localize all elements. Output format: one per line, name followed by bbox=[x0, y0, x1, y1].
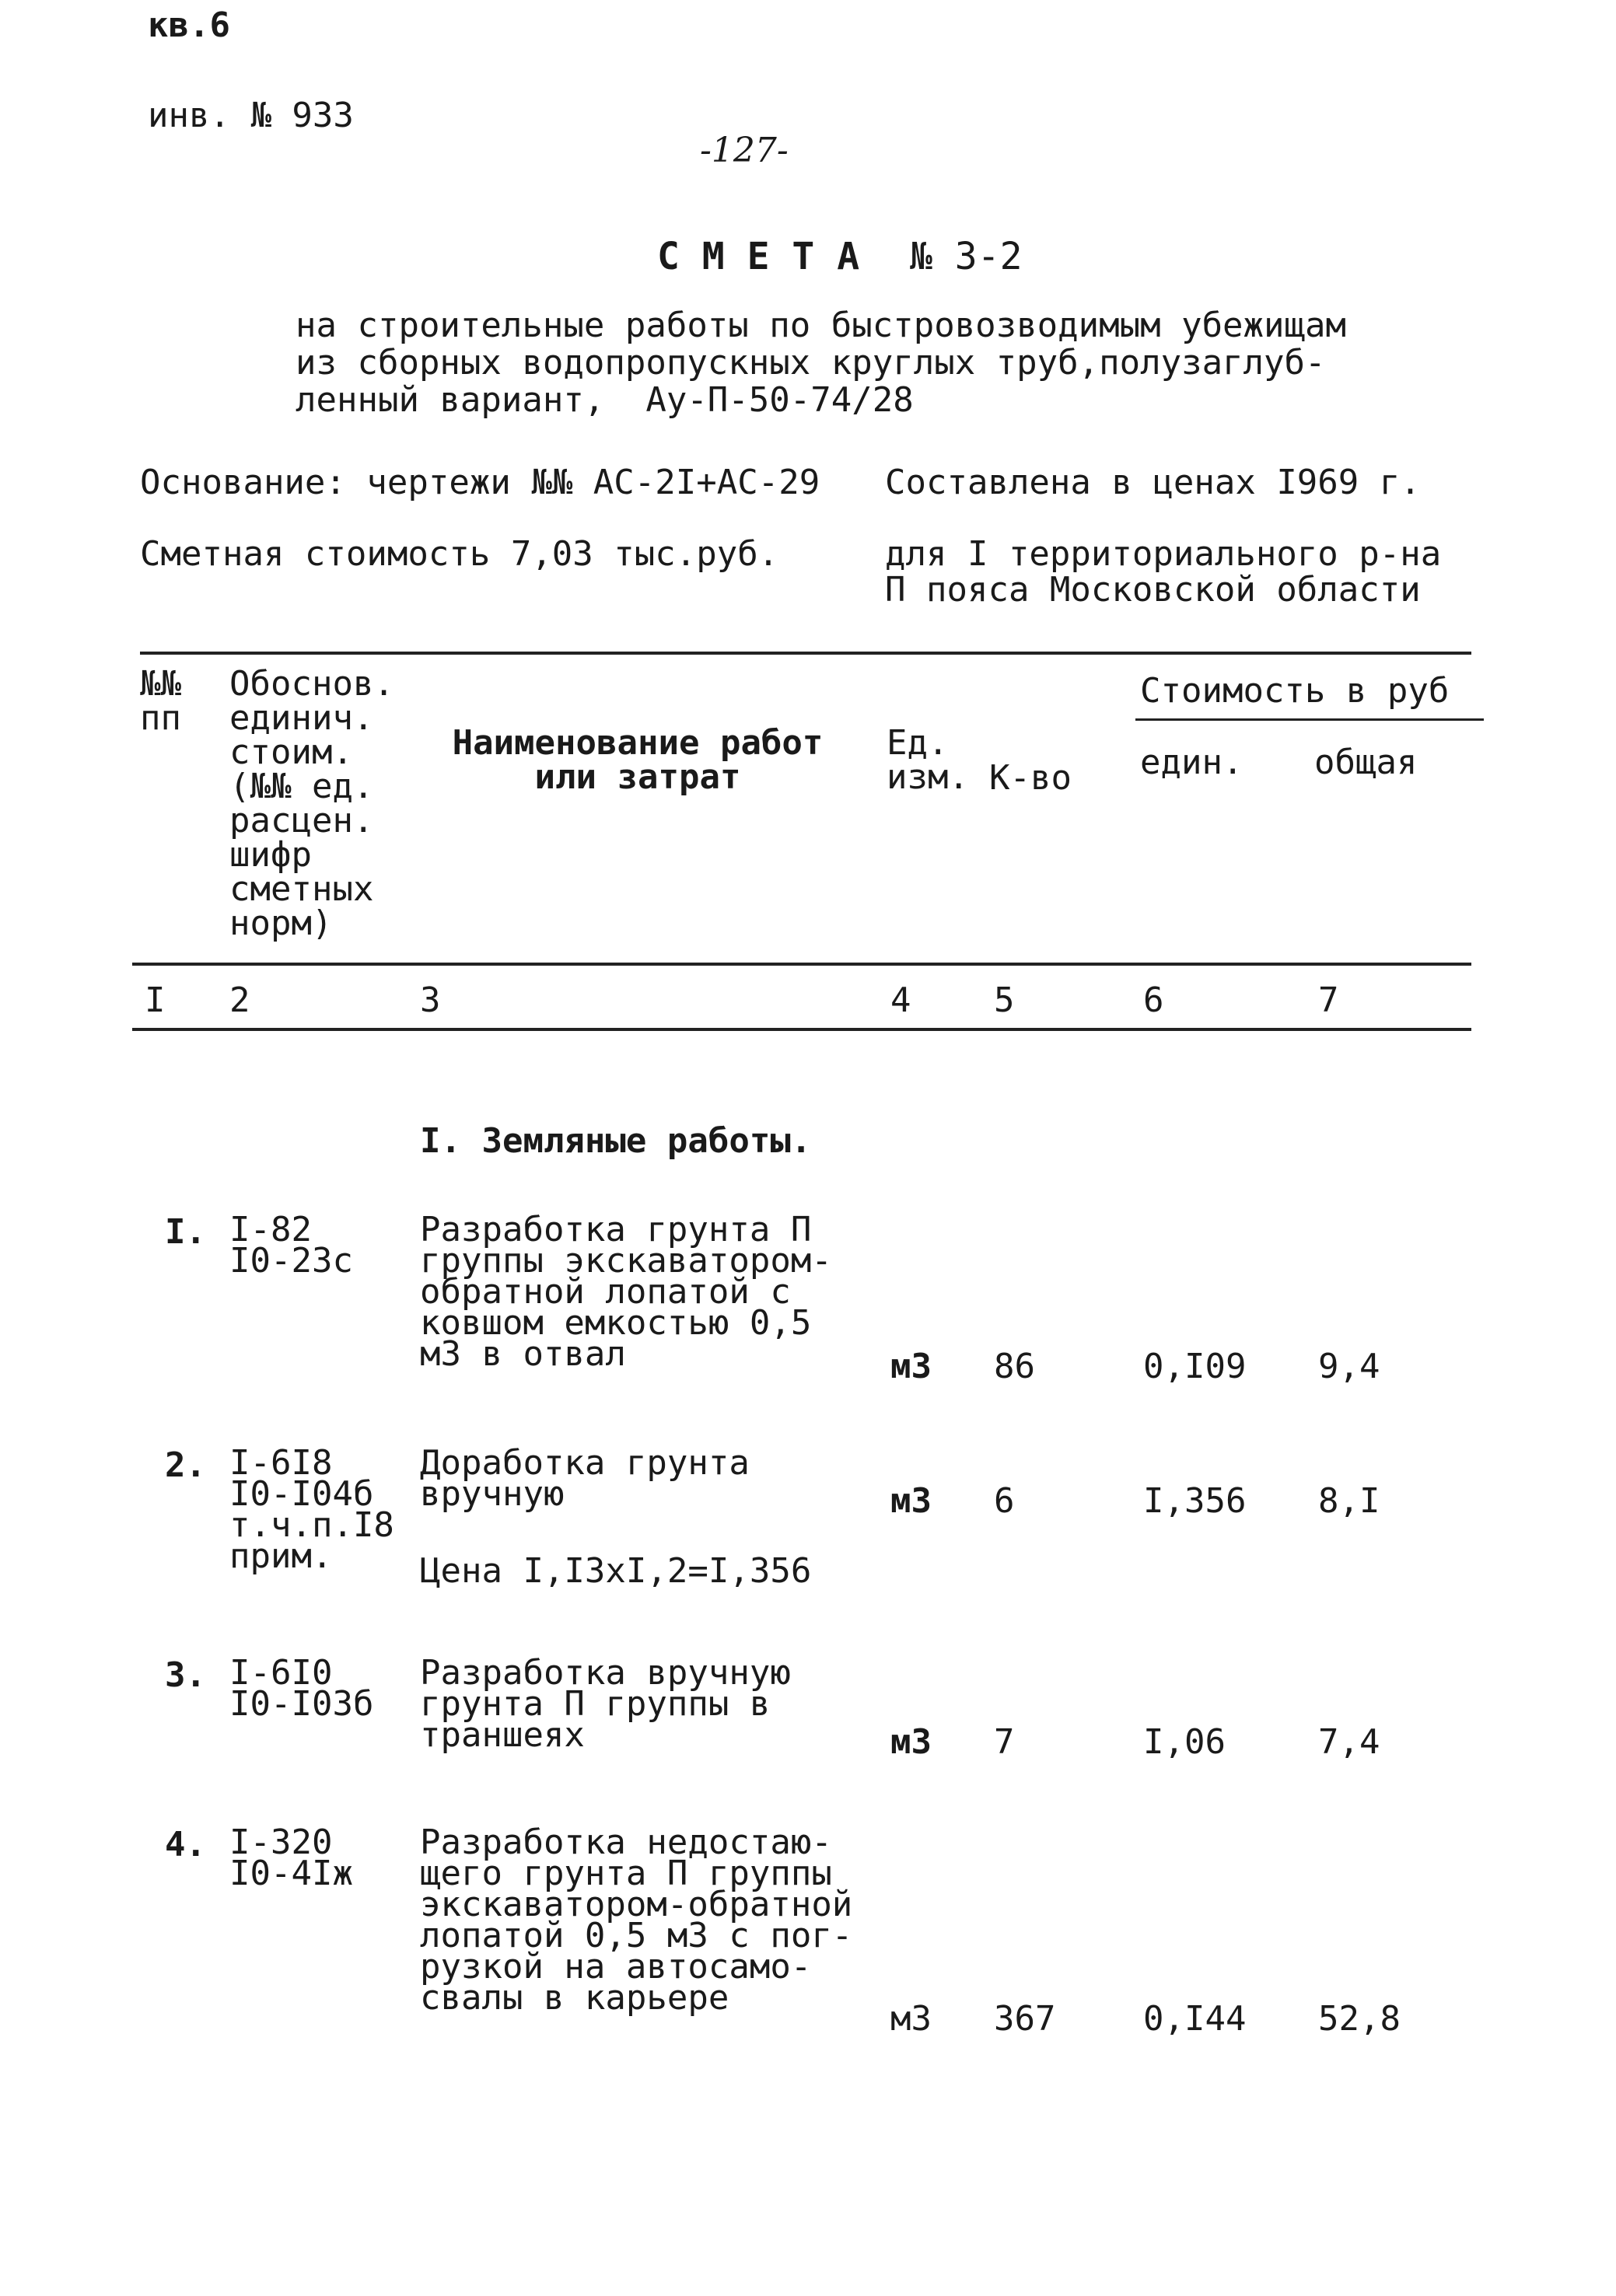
row-name-line: траншеях bbox=[420, 1715, 585, 1755]
row-code-line: I0-I03б bbox=[229, 1684, 374, 1724]
col-number: 6 bbox=[1143, 980, 1164, 1020]
row-qty: 86 bbox=[994, 1347, 1035, 1386]
col-header-basis-line: шифр bbox=[229, 835, 312, 875]
row-code-line: I-82 bbox=[229, 1210, 312, 1249]
row-code-line: I0-23с bbox=[229, 1241, 353, 1281]
row-number: I. bbox=[165, 1212, 206, 1252]
col-header-cost-group: Стоимость в руб bbox=[1140, 671, 1450, 711]
col-header-basis bbox=[229, 664, 394, 943]
row-name-line: рузкой на автосамо- bbox=[420, 1947, 812, 1987]
row-code bbox=[229, 1443, 394, 1576]
row-code-line: т.ч.п.I8 bbox=[229, 1505, 394, 1545]
col-number: 4 bbox=[890, 980, 911, 1020]
cost-group-rule bbox=[1135, 718, 1484, 721]
row-name-line: экскаватором-обратной bbox=[420, 1885, 853, 1924]
row-name-line: щего грунта П группы bbox=[420, 1854, 832, 1893]
col-header-unit-line: Ед. bbox=[887, 723, 949, 763]
row-number: 2. bbox=[165, 1445, 206, 1485]
row-code-line: I0-4Iж bbox=[229, 1854, 353, 1893]
col-header-unit-price: един. bbox=[1140, 743, 1243, 782]
row-total: 7,4 bbox=[1318, 1722, 1380, 1762]
col-header-name-line: Наименование работ bbox=[452, 723, 824, 763]
inventory-number: инв. № 933 bbox=[148, 96, 354, 135]
row-code-line: I-6I8 bbox=[229, 1443, 333, 1483]
col-header-name bbox=[435, 723, 840, 797]
row-name bbox=[420, 1210, 832, 1374]
document-title: С М Е Т А bbox=[657, 235, 860, 278]
header-bottom-rule bbox=[132, 963, 1471, 966]
row-qty: 7 bbox=[994, 1722, 1015, 1762]
row-unit: м3 bbox=[890, 1347, 932, 1386]
row-name-line: Разработка вручную bbox=[420, 1653, 791, 1693]
row-code bbox=[229, 1210, 353, 1281]
row-total: 9,4 bbox=[1318, 1347, 1380, 1386]
row-qty: 367 bbox=[994, 1999, 1056, 2039]
subtitle-line: ленный вариант, Ау-П-50-74/28 bbox=[296, 380, 914, 420]
basis-text: Основание: чертежи №№ АС-2I+АС-29 bbox=[140, 463, 820, 502]
row-name-line: обратной лопатой с bbox=[420, 1272, 791, 1312]
row-name bbox=[420, 1822, 853, 2018]
page-number: -127- bbox=[700, 131, 789, 170]
col-header-num bbox=[140, 664, 181, 738]
subtitle-line: на строительные работы по быстровозводимым убежищам bbox=[296, 306, 1347, 345]
row-unit: м3 bbox=[890, 1481, 932, 1521]
row-note: Цена I,I3хI,2=I,356 bbox=[420, 1551, 812, 1591]
price-year-text: Составлена в ценах I969 г. bbox=[885, 463, 1421, 502]
col-number: 2 bbox=[229, 980, 250, 1020]
col-header-total: общая bbox=[1314, 743, 1418, 782]
row-name bbox=[420, 1443, 750, 1514]
archive-code: кв.6 bbox=[148, 5, 230, 45]
col-header-num-line: пп bbox=[140, 698, 181, 738]
col-header-num-line: №№ bbox=[140, 664, 181, 704]
row-name-line: Разработка недостаю- bbox=[420, 1822, 832, 1862]
row-total: 52,8 bbox=[1318, 1999, 1401, 2039]
row-name-line: группы экскаватором- bbox=[420, 1241, 832, 1281]
col-header-basis-line: Обоснов. bbox=[229, 664, 394, 704]
col-number: 7 bbox=[1318, 980, 1339, 1020]
col-header-unit bbox=[887, 723, 969, 797]
region-line: для I территориального р-на bbox=[885, 534, 1442, 574]
col-header-basis-line: норм) bbox=[229, 903, 333, 943]
col-header-basis-line: расцен. bbox=[229, 801, 374, 840]
table-top-rule bbox=[140, 652, 1471, 655]
row-code-line: прим. bbox=[229, 1536, 333, 1576]
row-unit-price: I,06 bbox=[1143, 1722, 1226, 1762]
row-name-line: м3 в отвал bbox=[420, 1334, 626, 1374]
col-header-name-line: или затрат bbox=[534, 757, 741, 797]
col-number: 5 bbox=[994, 980, 1015, 1020]
row-number: 4. bbox=[165, 1825, 206, 1864]
row-name-line: свалы в карьере bbox=[420, 1978, 729, 2018]
estimated-cost-text: Сметная стоимость 7,03 тыс.руб. bbox=[140, 534, 779, 574]
row-code-line: I-6I0 bbox=[229, 1653, 333, 1693]
row-unit: м3 bbox=[890, 1722, 932, 1762]
col-header-basis-line: единич. bbox=[229, 698, 374, 738]
region-line: П пояса Московской области bbox=[885, 570, 1421, 610]
row-name bbox=[420, 1653, 791, 1755]
row-code bbox=[229, 1822, 353, 1893]
row-unit-price: I,356 bbox=[1143, 1481, 1247, 1521]
col-number: I bbox=[145, 980, 166, 1020]
row-code-line: I0-I04б bbox=[229, 1474, 374, 1514]
row-name-line: вручную bbox=[420, 1474, 565, 1514]
row-name-line: ковшом емкостью 0,5 bbox=[420, 1303, 812, 1343]
region-text bbox=[885, 536, 1441, 608]
col-header-basis-line: стоим. bbox=[229, 732, 353, 772]
row-number: 3. bbox=[165, 1655, 206, 1695]
col-header-unit-line: изм. bbox=[887, 757, 969, 797]
col-header-basis-line: сметных bbox=[229, 869, 374, 909]
document-subtitle bbox=[296, 307, 1346, 419]
section-title: I. Земляные работы. bbox=[420, 1121, 812, 1161]
subtitle-line: из сборных водопропускных круглых труб,полузаглуб- bbox=[296, 343, 1326, 383]
row-name-line: Доработка грунта bbox=[420, 1443, 750, 1483]
row-name-line: Разработка грунта П bbox=[420, 1210, 812, 1249]
row-total: 8,I bbox=[1318, 1481, 1380, 1521]
document-number: № 3-2 bbox=[910, 235, 1023, 278]
col-number: 3 bbox=[420, 980, 441, 1020]
row-unit: м3 bbox=[890, 1999, 932, 2039]
row-unit-price: 0,I09 bbox=[1143, 1347, 1247, 1386]
row-code-line: I-320 bbox=[229, 1822, 333, 1862]
col-header-qty: К-во bbox=[989, 758, 1072, 798]
row-name-line: лопатой 0,5 м3 с пог- bbox=[420, 1916, 853, 1955]
row-qty: 6 bbox=[994, 1481, 1015, 1521]
row-name-line: грунта П группы в bbox=[420, 1684, 771, 1724]
row-unit-price: 0,I44 bbox=[1143, 1999, 1247, 2039]
column-numbers-rule bbox=[132, 1028, 1471, 1031]
col-header-basis-line: (№№ ед. bbox=[229, 767, 374, 806]
row-code bbox=[229, 1653, 374, 1724]
